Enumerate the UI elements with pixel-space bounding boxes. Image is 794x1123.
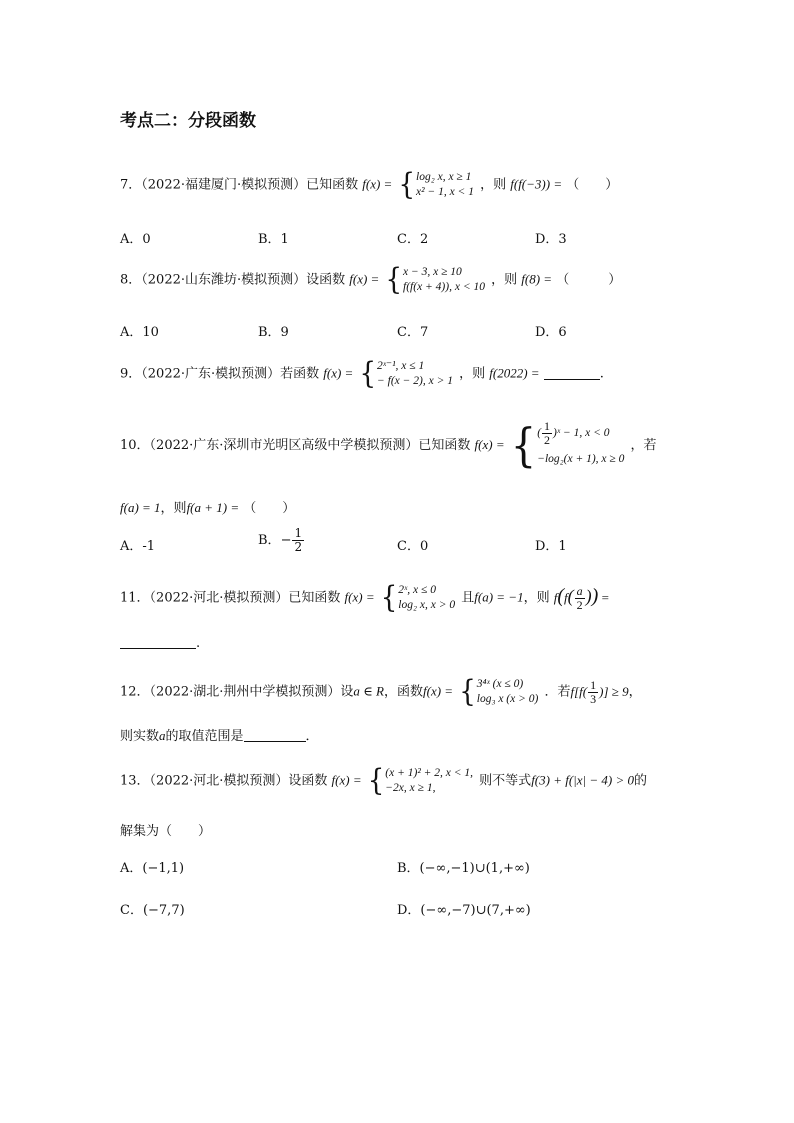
q9-cases: { 2ˣ⁻¹, x ≤ 1 − f(x − 2), x > 1 xyxy=(359,356,453,392)
q12-expr-post: )] ≥ 9 xyxy=(599,683,629,699)
q12-set: a ∈ R xyxy=(353,683,384,699)
q11-and: 且 xyxy=(461,590,475,606)
q12-ask: ．若 xyxy=(544,684,571,700)
q10-tail: ，若 xyxy=(630,438,657,453)
q12-frac-den: 3 xyxy=(590,692,597,707)
q9-case2: − f(x − 2), x > 1 xyxy=(377,375,453,387)
q10-option-a: A．-1 xyxy=(120,539,156,554)
q12-line2-var: a xyxy=(159,728,166,743)
q7-option-c: C．2 xyxy=(397,232,429,247)
q11-expr-num: a xyxy=(576,584,583,599)
q8-option-a: A．10 xyxy=(120,325,159,340)
q10-option-b-num: 1 xyxy=(294,526,303,540)
q10-line2 xyxy=(120,497,295,516)
q10-line2-mid: ，则 xyxy=(160,501,187,516)
q8-paren: （ ） xyxy=(556,272,622,288)
q12-expr-pre: f[f( xyxy=(570,683,588,699)
question-11 xyxy=(120,580,609,616)
q11-end: . xyxy=(196,636,201,651)
q7-ask: ，则 xyxy=(480,177,507,193)
q13-line2: 解集为（ ） xyxy=(120,824,212,839)
q7-case1: log₂ x, x ≥ 1 xyxy=(416,171,472,183)
q12-case2: log₃ x (x > 0) xyxy=(476,693,539,705)
q11-case1: 2ˣ, x ≤ 0 xyxy=(398,584,436,596)
q11-cases: { 2ˣ, x ≤ 0 log₂ x, x > 0 xyxy=(380,580,456,616)
question-9 xyxy=(120,356,604,392)
q12-case1: 3⁴ˣ (x ≤ 0) xyxy=(476,678,524,690)
q8-option-b: B．9 xyxy=(258,325,289,340)
q8-case2: f(f(x + 4)), x < 10 xyxy=(403,281,485,293)
q13-fx: f(x) = xyxy=(331,772,362,788)
q8-fx: f(x) = xyxy=(349,271,380,287)
q10-fx: f(x) = xyxy=(474,437,505,452)
q8-option-d: D．6 xyxy=(535,325,567,340)
q7-fx: f(x) = xyxy=(362,176,393,192)
q11-expr-den: 2 xyxy=(576,598,583,613)
q9-ask: ，则 xyxy=(459,366,486,382)
q11-line2 xyxy=(120,636,200,651)
q13-cases: { (x + 1)² + 2, x < 1, −2x, x ≥ 1, xyxy=(367,763,474,799)
q9-case1: 2ˣ⁻¹, x ≤ 1 xyxy=(377,360,425,372)
q11-ask: ，则 xyxy=(523,590,550,606)
q12-line2-pre: 则实数 xyxy=(120,729,160,744)
q10-case2: −log₂(x + 1), x ≥ 0 xyxy=(537,453,625,465)
q9-answer-blank[interactable] xyxy=(544,379,600,380)
q7-case2: x² − 1, x < 1 xyxy=(416,186,474,198)
q7-cases: { log₂ x, x ≥ 1 x² − 1, x < 1 xyxy=(398,167,474,203)
q10-option-d: D．1 xyxy=(535,539,567,554)
q10-paren: （ ） xyxy=(243,501,296,516)
q10-case1-den: 2 xyxy=(544,433,551,447)
q12-line2-post: 的取值范围是 xyxy=(165,729,244,744)
question-12 xyxy=(120,674,642,710)
q11-expr-f: f xyxy=(553,589,558,605)
q12-cases: { 3⁴ˣ (x ≤ 0) log₃ x (x > 0) xyxy=(459,674,539,710)
q7-paren: （ ） xyxy=(566,177,619,193)
q13-option-b: B．(−∞,−1)∪(1,+∞) xyxy=(397,861,530,876)
q10-lead: 10．（2022·广东·深圳市光明区高级中学模拟预测）已知函数 xyxy=(120,438,471,453)
q13-option-c: C．(−7,7) xyxy=(120,903,185,918)
q7-option-a: A．0 xyxy=(120,232,151,247)
q8-ask: ，则 xyxy=(491,272,518,288)
q11-lead: 11．（2022·河北·模拟预测）已知函数 xyxy=(120,590,341,606)
q10-case1-num: 1 xyxy=(544,419,551,433)
question-8 xyxy=(120,262,622,298)
q13-lead: 13．（2022·河北·模拟预测）设函数 xyxy=(120,773,328,789)
q11-case2: log₂ x, x > 0 xyxy=(398,599,456,611)
q9-end: . xyxy=(599,366,604,382)
q11-answer-blank[interactable] xyxy=(120,648,196,649)
q10-option-b-sign: − xyxy=(280,533,292,548)
q10-cond: f(a) = 1 xyxy=(120,500,161,515)
q12-mid: ，函数 xyxy=(383,684,423,700)
q11-expr-eq: = xyxy=(601,589,609,605)
q7-expr: f(f(−3)) = xyxy=(510,176,563,192)
q12-lead: 12．（2022·湖北·荆州中学模拟预测）设 xyxy=(120,684,354,700)
q10-option-b-label: B． xyxy=(258,533,281,548)
q12-answer-blank[interactable] xyxy=(244,741,306,742)
q13-tail: 的 xyxy=(633,773,647,789)
q11-fx: f(x) = xyxy=(344,589,375,605)
q9-lead: 9．（2022·广东·模拟预测）若函数 xyxy=(120,366,320,382)
q10-case1-rest: ˣ − 1, x < 0 xyxy=(556,427,610,440)
q13-case1: (x + 1)² + 2, x < 1, xyxy=(385,767,474,779)
q8-lead: 8．（2022·山东潍坊·模拟预测）设函数 xyxy=(120,272,346,288)
q8-case1: x − 3, x ≥ 10 xyxy=(403,266,462,278)
q8-option-c: C．7 xyxy=(397,325,429,340)
q10-cases: { ( $\frac{1}{2}$ )ˣ − 1, x < 0 −log₂(x + 1), x ≥ 0 xyxy=(510,419,625,472)
q9-fx: f(x) = xyxy=(323,365,354,381)
q7-option-d: D．3 xyxy=(535,232,567,247)
q12-frac-num: 1 xyxy=(590,678,597,693)
question-10 xyxy=(120,420,657,471)
q10-option-c: C．0 xyxy=(397,539,429,554)
q10-case1: ( $\frac{1}{2}$ )ˣ − 1, x < 0 xyxy=(537,419,610,447)
q12-end: ， xyxy=(628,684,642,700)
q8-cases: { x − 3, x ≥ 10 f(f(x + 4)), x < 10 xyxy=(385,262,485,298)
q13-option-a: A．(−1,1) xyxy=(120,861,185,876)
q12-line2-end: ． xyxy=(305,729,319,744)
q13-ask: 则不等式 xyxy=(479,773,532,789)
q12-line2 xyxy=(120,725,319,744)
q10-expr: f(a + 1) = xyxy=(186,500,240,515)
q9-expr: f(2022) = xyxy=(489,365,540,381)
question-13 xyxy=(120,763,647,799)
q11-cond: f(a) = −1 xyxy=(474,589,524,605)
q10-option-b-den: 2 xyxy=(294,540,303,554)
q11-expr: f(f( $\frac{a}{2}$ )) = xyxy=(553,584,609,613)
section-title: 考点二：分段函数 xyxy=(120,111,256,131)
q7-option-b: B．1 xyxy=(258,232,289,247)
q12-fx: f(x) = xyxy=(423,683,454,699)
question-7 xyxy=(120,167,619,203)
q8-expr: f(8) = xyxy=(521,271,553,287)
q13-case2: −2x, x ≥ 1, xyxy=(385,782,436,794)
q13-expr: f(3) + f(|x| − 4) > 0 xyxy=(531,772,634,788)
q7-lead: 7．（2022·福建厦门·模拟预测）已知函数 xyxy=(120,177,359,193)
q12-expr xyxy=(570,678,629,707)
q13-option-d: D．(−∞,−7)∪(7,+∞) xyxy=(397,903,531,918)
q10-option-b xyxy=(258,527,305,554)
